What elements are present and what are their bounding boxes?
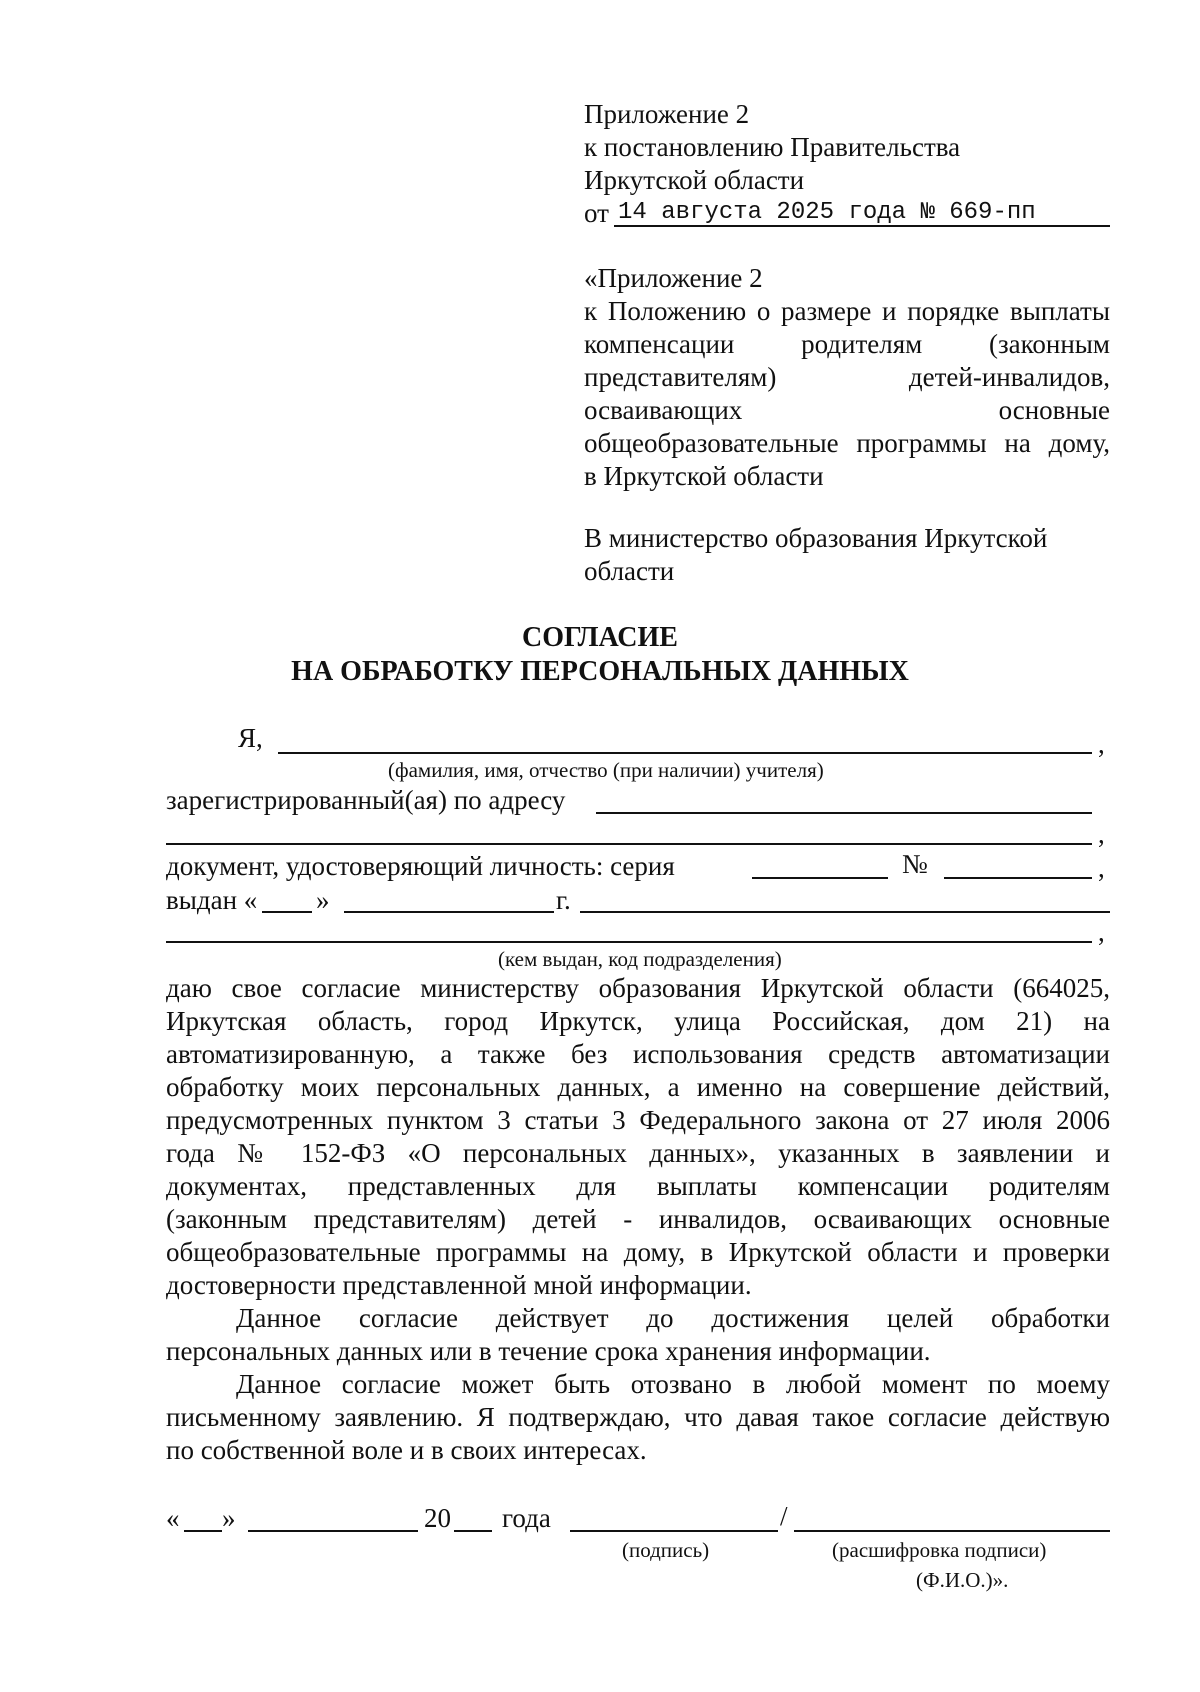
issued-by-field[interactable]: [580, 911, 1110, 913]
sub-appendix-line: представителям) детей-инвалидов,: [584, 362, 1110, 392]
comma: ,: [1098, 853, 1105, 883]
sign-open-quote: «: [166, 1503, 180, 1533]
doc-title: СОГЛАСИЕ: [522, 622, 678, 653]
comma: ,: [1098, 917, 1105, 947]
sub-appendix-line: в Иркутской области: [584, 461, 824, 491]
i-label: Я,: [238, 723, 263, 753]
year-g: г.: [556, 885, 571, 915]
appendix-label: Приложение 2: [584, 99, 750, 129]
body-line: по собственной воле и в своих интересах.: [166, 1435, 647, 1465]
sub-appendix-line: компенсации родителям (законным: [584, 329, 1110, 359]
resolution-date-number: 14 августа 2025 года № 669-пп: [618, 199, 1036, 226]
signature-field[interactable]: [570, 1530, 778, 1532]
body-line: предусмотренных пунктом 3 статьи 3 Федерального закона от 27 июля 2006: [166, 1105, 1110, 1135]
sub-appendix-line: осваивающих основные: [584, 395, 1110, 425]
doc-series-field[interactable]: [752, 877, 888, 879]
body-line: достоверности представленной мной информации.: [166, 1270, 752, 1300]
doc-subtitle: НА ОБРАБОТКУ ПЕРСОНАЛЬНЫХ ДАННЫХ: [291, 656, 909, 687]
doc-label: документ, удостоверяющий личность: серия: [166, 851, 675, 881]
body-line: Иркутская область, город Иркутск, улица Российская, дом 21) на: [166, 1006, 1110, 1036]
issued-month-field[interactable]: [344, 911, 554, 913]
addressee-line: В министерство образования Иркутской: [584, 523, 1048, 553]
sign-slash: /: [780, 1501, 788, 1531]
body-line: даю свое согласие министерству образования Иркутской области (664025,: [166, 973, 1110, 1003]
body-line: письменному заявлению. Я подтверждаю, что давая такое согласие действую: [166, 1402, 1110, 1432]
resolution-label: к постановлению Правительства: [584, 132, 961, 162]
issued-quote-close: »: [316, 885, 330, 915]
date-underline: [614, 225, 1110, 227]
doc-number-field[interactable]: [944, 877, 1092, 879]
issued-label: выдан «: [166, 885, 258, 915]
sign-day-field[interactable]: [184, 1530, 222, 1532]
sign-hint: (подпись): [622, 1538, 710, 1562]
fio-end: (Ф.И.О.)».: [916, 1568, 1009, 1592]
sign-close-quote: »: [222, 1503, 236, 1533]
body-line: документах, представленных для выплаты компенсации родителям: [166, 1171, 1110, 1201]
comma: ,: [1098, 819, 1105, 849]
decode-hint: (расшифровка подписи): [832, 1538, 1047, 1562]
from-prefix: от: [584, 198, 609, 228]
signature-decode-field[interactable]: [794, 1530, 1110, 1532]
sign-year-prefix: 20: [424, 1503, 451, 1533]
issued-by-field-2[interactable]: [166, 941, 1092, 943]
body-line: персональных данных или в течение срока хранения информации.: [166, 1336, 931, 1366]
address-field[interactable]: [596, 812, 1092, 814]
sign-year-field[interactable]: [454, 1530, 492, 1532]
fio-field[interactable]: [278, 752, 1092, 754]
addressee-line: области: [584, 556, 675, 586]
sign-year-word: года: [502, 1503, 551, 1533]
body-line: Данное согласие действует до достижения целей обработки: [236, 1303, 1110, 1333]
fio-hint: (фамилия, имя, отчество (при наличии) учителя): [388, 758, 824, 782]
sub-appendix-line: «Приложение 2: [584, 263, 763, 293]
sub-appendix-line: общеобразовательные программы на дому,: [584, 428, 1110, 458]
address-field-2[interactable]: [166, 843, 1092, 845]
sub-appendix-line: к Положению о размере и порядке выплаты: [584, 296, 1110, 326]
address-label: зарегистрированный(ая) по адресу: [166, 785, 566, 815]
body-line: обработку моих персональных данных, а именно на совершение действий,: [166, 1072, 1110, 1102]
region-label: Иркутской области: [584, 165, 805, 195]
body-line: общеобразовательные программы на дому, в Иркутской области и проверки: [166, 1237, 1110, 1267]
sign-month-field[interactable]: [248, 1530, 418, 1532]
body-line: года № 152-ФЗ «О персональных данных», указанных в заявлении и: [166, 1138, 1110, 1168]
body-line: автоматизированную, а также без использования средств автоматизации: [166, 1039, 1110, 1069]
issued-day-field[interactable]: [262, 911, 312, 913]
number-sign: №: [902, 849, 928, 879]
comma: ,: [1098, 729, 1105, 759]
issued-hint: (кем выдан, код подразделения): [498, 947, 782, 971]
body-line: Данное согласие может быть отозвано в любой момент по моему: [236, 1369, 1110, 1399]
body-line: (законным представителям) детей - инвалидов, осваивающих основные: [166, 1204, 1110, 1234]
